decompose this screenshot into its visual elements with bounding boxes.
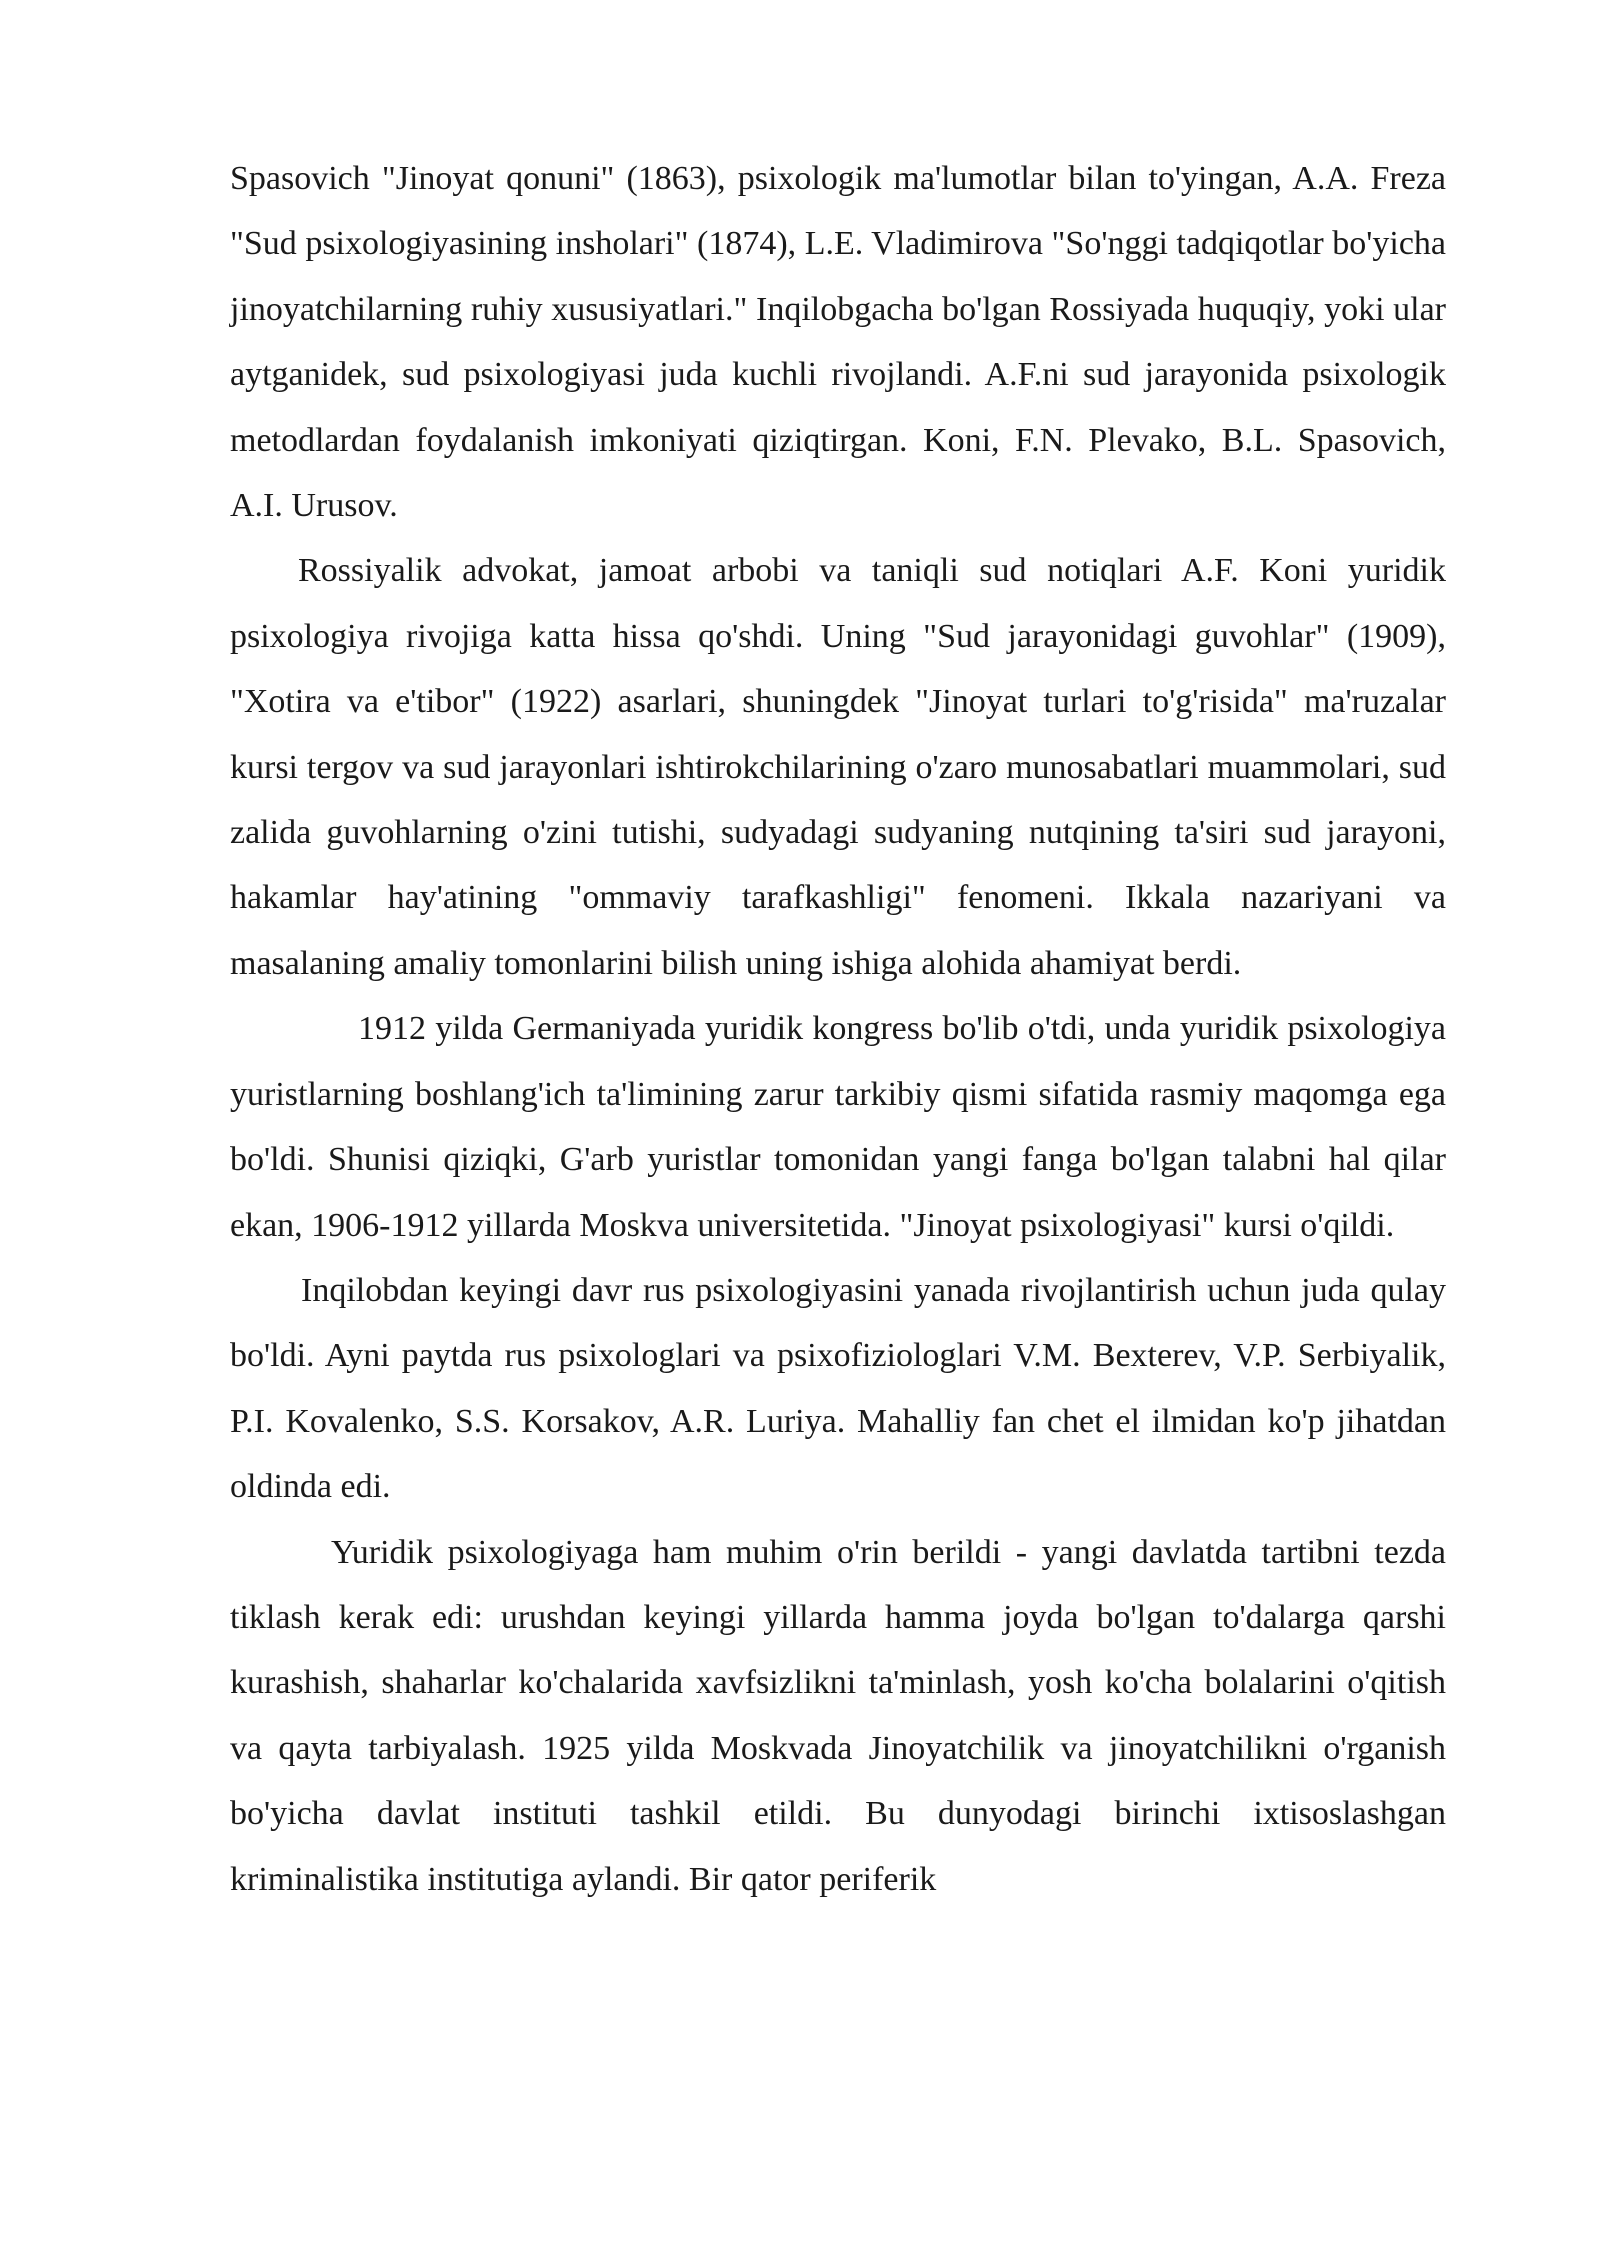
paragraph-2: Rossiyalik advokat, jamoat arbobi va taniqli sud notiqlari A.F. Koni yuridik psixologiya rivojiga katta hissa qo'shdi. Uning "Sud jarayonidagi guvohlar" (1909), "Xotira va e'tibor" (1922) asarlari, shuningdek "Jinoyat turlari to'g'risida" ma'ruzalar kursi tergov va sud jarayonlari ishtirokchilarining o'zaro munosabatlari muammolari, sud zalida guvohlarning o'zini tutishi, sudyadagi sudyaning nutqining ta'siri sud jarayoni, hakamlar hay'atining "ommaviy tarafkashligi" fenomeni. Ikkala nazariyani va masalaning amaliy tomonlarini bilish uning ishiga alohida ahamiyat berdi. — [230, 552, 1446, 982]
paragraph-4: Inqilobdan keyingi davr rus psixologiyasini yanada rivojlantirish uchun juda qulay bo'ldi. Ayni paytda rus psixologlari va psixofiziologlari V.M. Bexterev, V.P. Serbiyalik, P.I. Kovalenko, S.S. Korsakov, A.R. Luriya. Mahalliy fan chet el ilmidan ko'p jihatdan oldinda edi. — [230, 1271, 1446, 1506]
body-text — [230, 146, 1446, 1912]
paragraph-1: Spasovich "Jinoyat qonuni" (1863), psixologik ma'lumotlar bilan to'yingan, A.A. Freza "Sud psixologiyasining insholari" (1874), L.E. Vladimirova "So'nggi tadqiqotlar bo'yicha jinoyatchilarning ruhiy xususiyatlari." Inqilobgacha bo'lgan Rossiyada huquqiy, yoki ular aytganidek, sud psixologiyasi juda kuchli rivojlandi. A.F.ni sud jarayonida psixologik metodlardan foydalanish imkoniyati qiziqtirgan. Koni, F.N. Plevako, B.L. Spasovich, A.I. Urusov. — [230, 160, 1446, 525]
paragraph-3: 1912 yilda Germaniyada yuridik kongress bo'lib o'tdi, unda yuridik psixologiya yuristlarning boshlang'ich ta'limining zarur tarkibiy qismi sifatida rasmiy maqomga ega bo'ldi. Shunisi qiziqki, G'arb yuristlar tomonidan yangi fanga bo'lgan talabni hal qilar ekan, 1906-1912 yillarda Moskva universitetida. "Jinoyat psixologiyasi" kursi o'qildi. — [230, 1010, 1446, 1244]
paragraph-5: Yuridik psixologiyaga ham muhim o'rin berildi - yangi davlatda tartibni tezda tiklash kerak edi: urushdan keyingi yillarda hamma joyda bo'lgan to'dalarga qarshi kurashish, shaharlar ko'chalarida xavfsizlikni ta'minlash, yosh ko'cha bolalarini o'qitish va qayta tarbiyalash. 1925 yilda Moskvada Jinoyatchilik va jinoyatchilikni o'rganish bo'yicha davlat instituti tashkil etildi. Bu dunyodagi birinchi ixtisoslashgan kriminalistika institutiga aylandi. Bir qator periferik — [230, 1533, 1446, 1898]
